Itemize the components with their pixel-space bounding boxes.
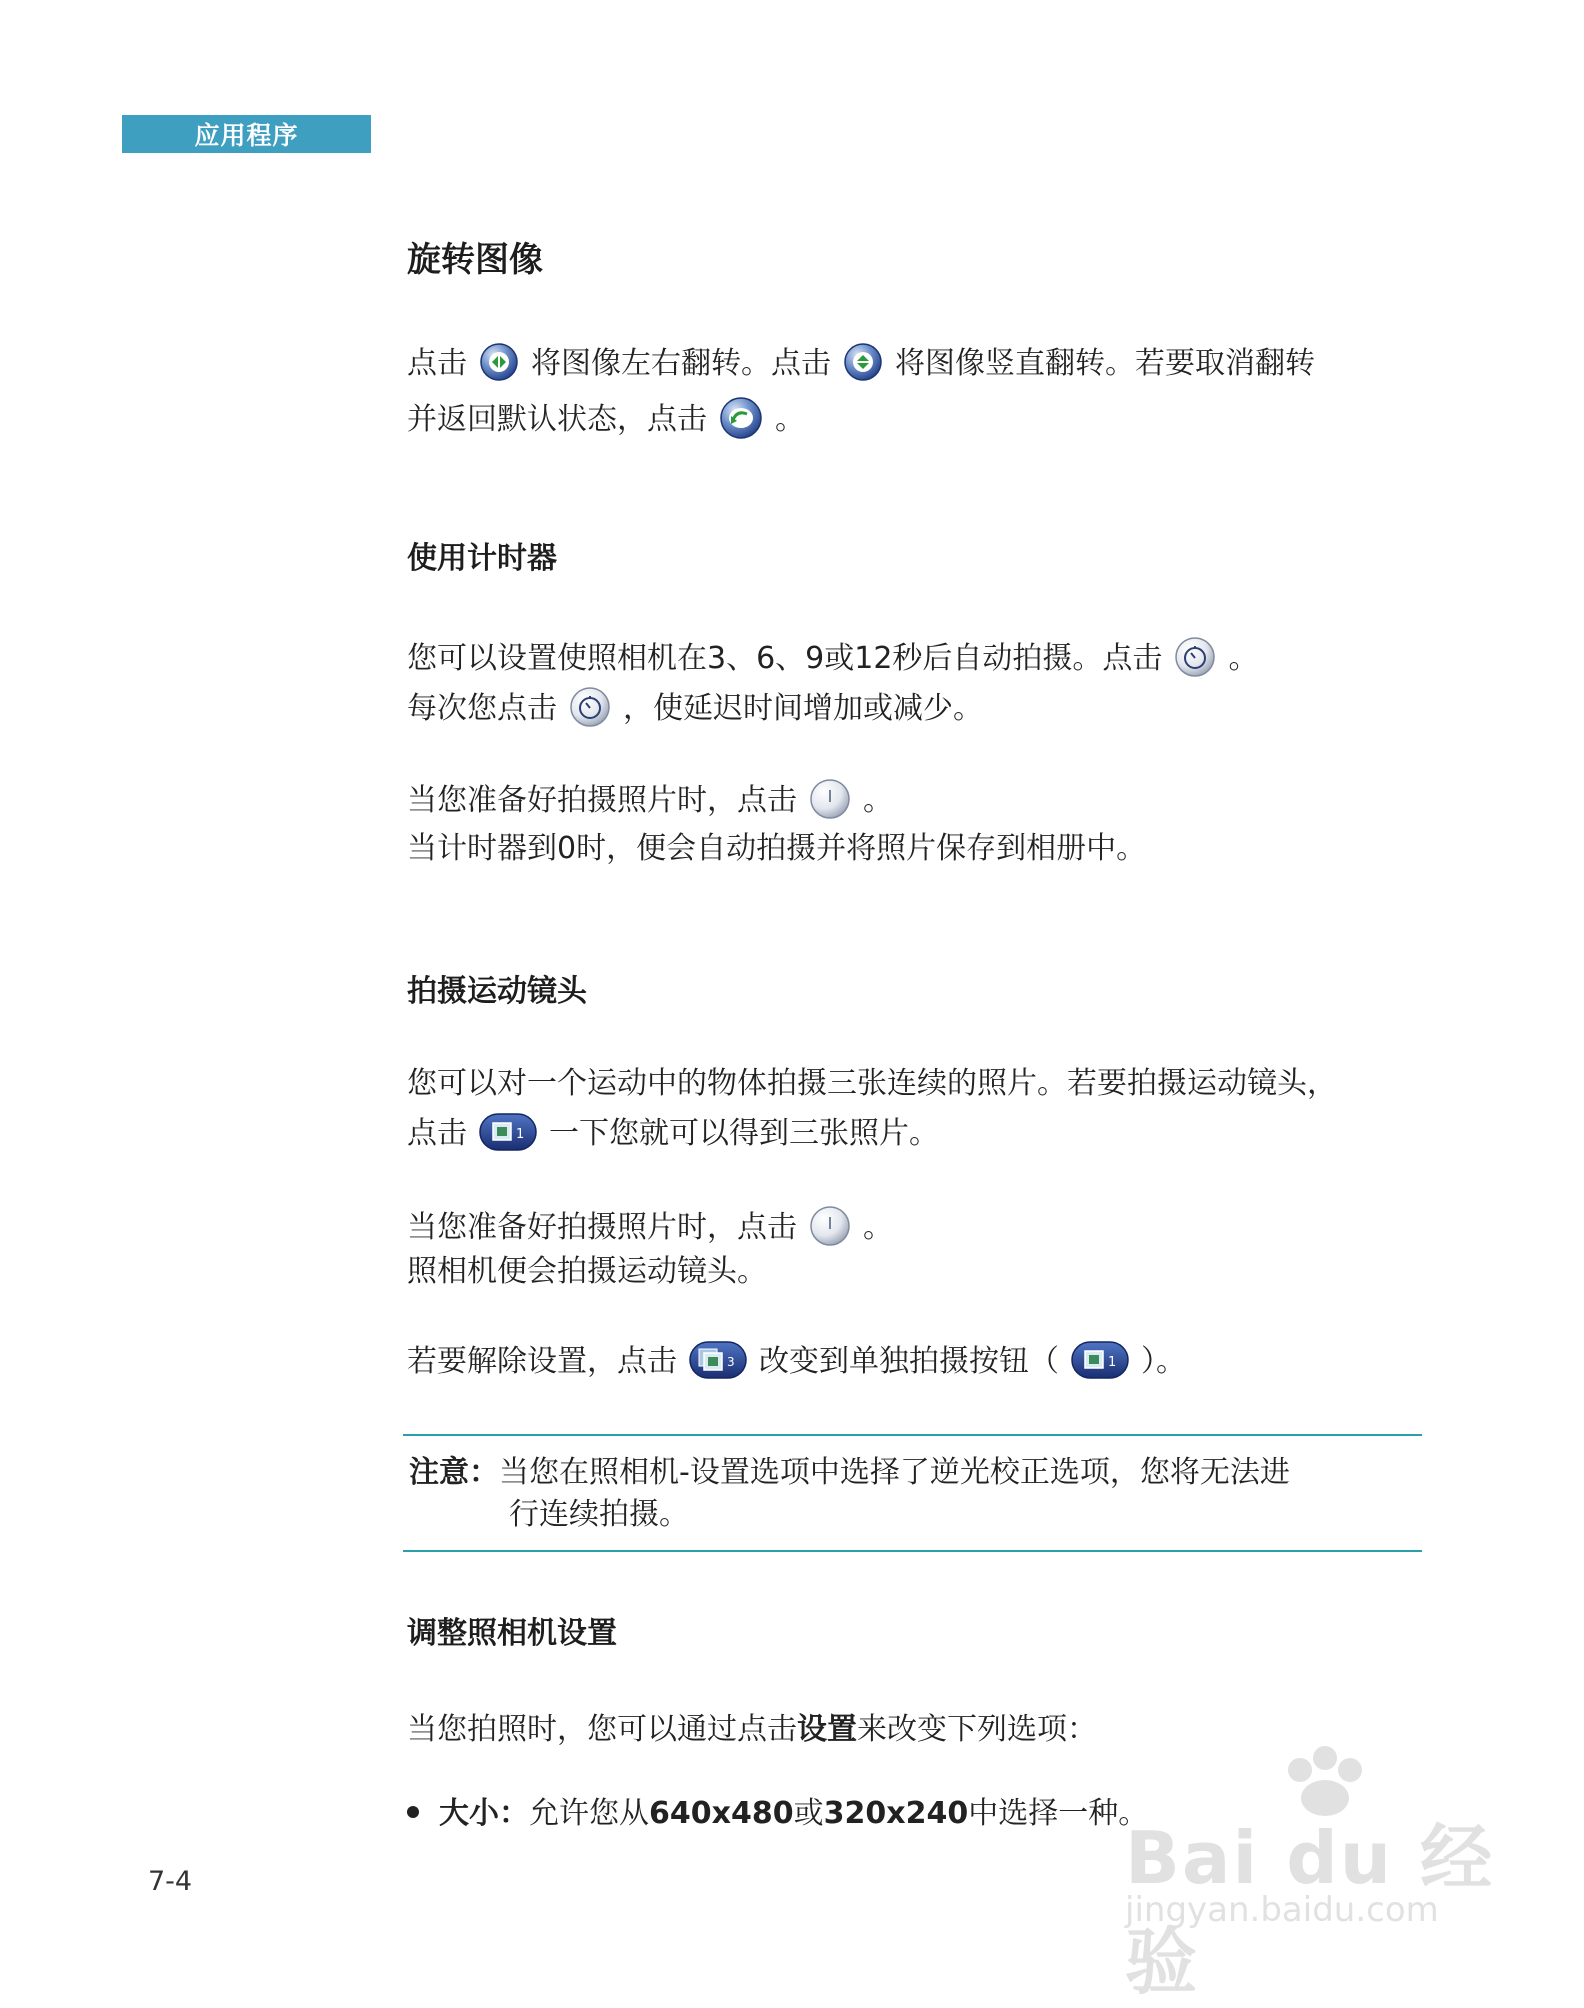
rotate-line-1 — [407, 340, 1315, 388]
rotate-line-2 — [407, 396, 1315, 444]
text: 中选择一种。 — [968, 1796, 1149, 1831]
svg-text:1: 1 — [1108, 1354, 1117, 1370]
note-line-1 — [409, 1452, 1290, 1494]
text: 。 — [863, 1210, 893, 1245]
text: 当您准备好拍摄照片时，点击 — [407, 783, 797, 818]
rotate-title: 旋转图像 — [407, 240, 543, 280]
text: 并返回默认状态，点击 — [407, 402, 707, 437]
motion-line-2 — [407, 1110, 1337, 1158]
text: 点击 — [407, 346, 467, 381]
note-line-2: 行连续拍摄。 — [509, 1497, 689, 1532]
timer-line-4: 当计时器到0时，便会自动拍摄并将照片保存到相册中。 — [407, 831, 1147, 866]
text: 将图像左右翻转。点击 — [531, 346, 831, 381]
text: 每次您点击 — [407, 691, 557, 726]
motion-line-3 — [407, 1204, 1337, 1252]
watermark-line-1: Bai du 经验 — [1125, 1816, 1495, 2004]
text: 点击 — [407, 1116, 467, 1151]
text: 一下您就可以得到三张照片。 — [549, 1116, 939, 1151]
motion-line-1: 您可以对一个运动中的物体拍摄三张连续的照片。若要拍摄运动镜头， — [407, 1066, 1337, 1101]
text: 若要解除设置，点击 — [407, 1344, 677, 1379]
settings-paragraph — [407, 1706, 1097, 1754]
text: 改变到单独拍摄按钮（ — [759, 1344, 1059, 1379]
flip-horizontal-icon — [479, 342, 519, 382]
text: 来改变下列选项： — [857, 1712, 1097, 1747]
text: ）。 — [1141, 1344, 1186, 1379]
note-box — [403, 1434, 1422, 1552]
text: 。 — [775, 402, 805, 437]
flip-vertical-icon — [843, 342, 883, 382]
timer-line-2 — [407, 685, 1258, 733]
timer-line-1 — [407, 635, 1258, 683]
timer-title: 使用计时器 — [407, 541, 557, 576]
settings-line-1 — [407, 1706, 1097, 1754]
size-bullet — [407, 1790, 1148, 1838]
motion-title: 拍摄运动镜头 — [407, 974, 587, 1009]
text: 当您拍照时，您可以通过点击 — [407, 1712, 797, 1747]
text: 或 — [793, 1796, 824, 1831]
timer-line-3 — [407, 777, 1258, 825]
text: 当您准备好拍摄照片时，点击 — [407, 1210, 797, 1245]
timer-icon — [569, 686, 611, 728]
page-number: 7-4 — [148, 1866, 193, 1897]
shutter-icon — [809, 1205, 851, 1247]
motion-line-5 — [407, 1338, 1337, 1386]
bullet-dot — [407, 1806, 419, 1818]
shutter-icon — [809, 778, 851, 820]
text: 。 — [863, 783, 893, 818]
single-shot-icon — [1071, 1340, 1129, 1380]
text: 将图像竖直翻转。若要取消翻转 — [895, 346, 1315, 381]
multi-shot-icon — [689, 1340, 747, 1380]
undo-icon — [719, 396, 763, 440]
text: 。 — [1228, 641, 1259, 676]
motion-paragraph — [407, 1060, 1337, 1386]
text: ，使延迟时间增加或减少。 — [623, 691, 983, 726]
svg-text:1: 1 — [516, 1126, 525, 1142]
note-label: 注意： — [409, 1455, 499, 1490]
single-shot-icon — [479, 1112, 537, 1152]
watermark-line-2: jingyan.baidu.com — [1125, 1890, 1439, 1930]
bullet-label: 大小： — [439, 1796, 529, 1831]
svg-text:3: 3 — [727, 1354, 735, 1369]
text-bold: 640x480 — [649, 1796, 794, 1831]
text: 当您在照相机-设置选项中选择了逆光校正选项，您将无法进 — [499, 1455, 1290, 1490]
motion-line-4: 照相机便会拍摄运动镜头。 — [407, 1254, 767, 1289]
text: 您可以设置使照相机在3、6、9或12秒后自动拍摄。点击 — [407, 641, 1163, 676]
timer-paragraph — [407, 635, 1258, 873]
watermark — [1115, 1740, 1515, 2004]
text-bold: 320x240 — [823, 1796, 969, 1831]
settings-title: 调整照相机设置 — [407, 1616, 617, 1651]
text-bold: 设置 — [797, 1712, 857, 1747]
timer-icon — [1174, 636, 1216, 678]
rotate-paragraph — [407, 340, 1315, 444]
section-tab: 应用程序 — [122, 115, 371, 153]
text: 允许您从 — [529, 1796, 649, 1831]
